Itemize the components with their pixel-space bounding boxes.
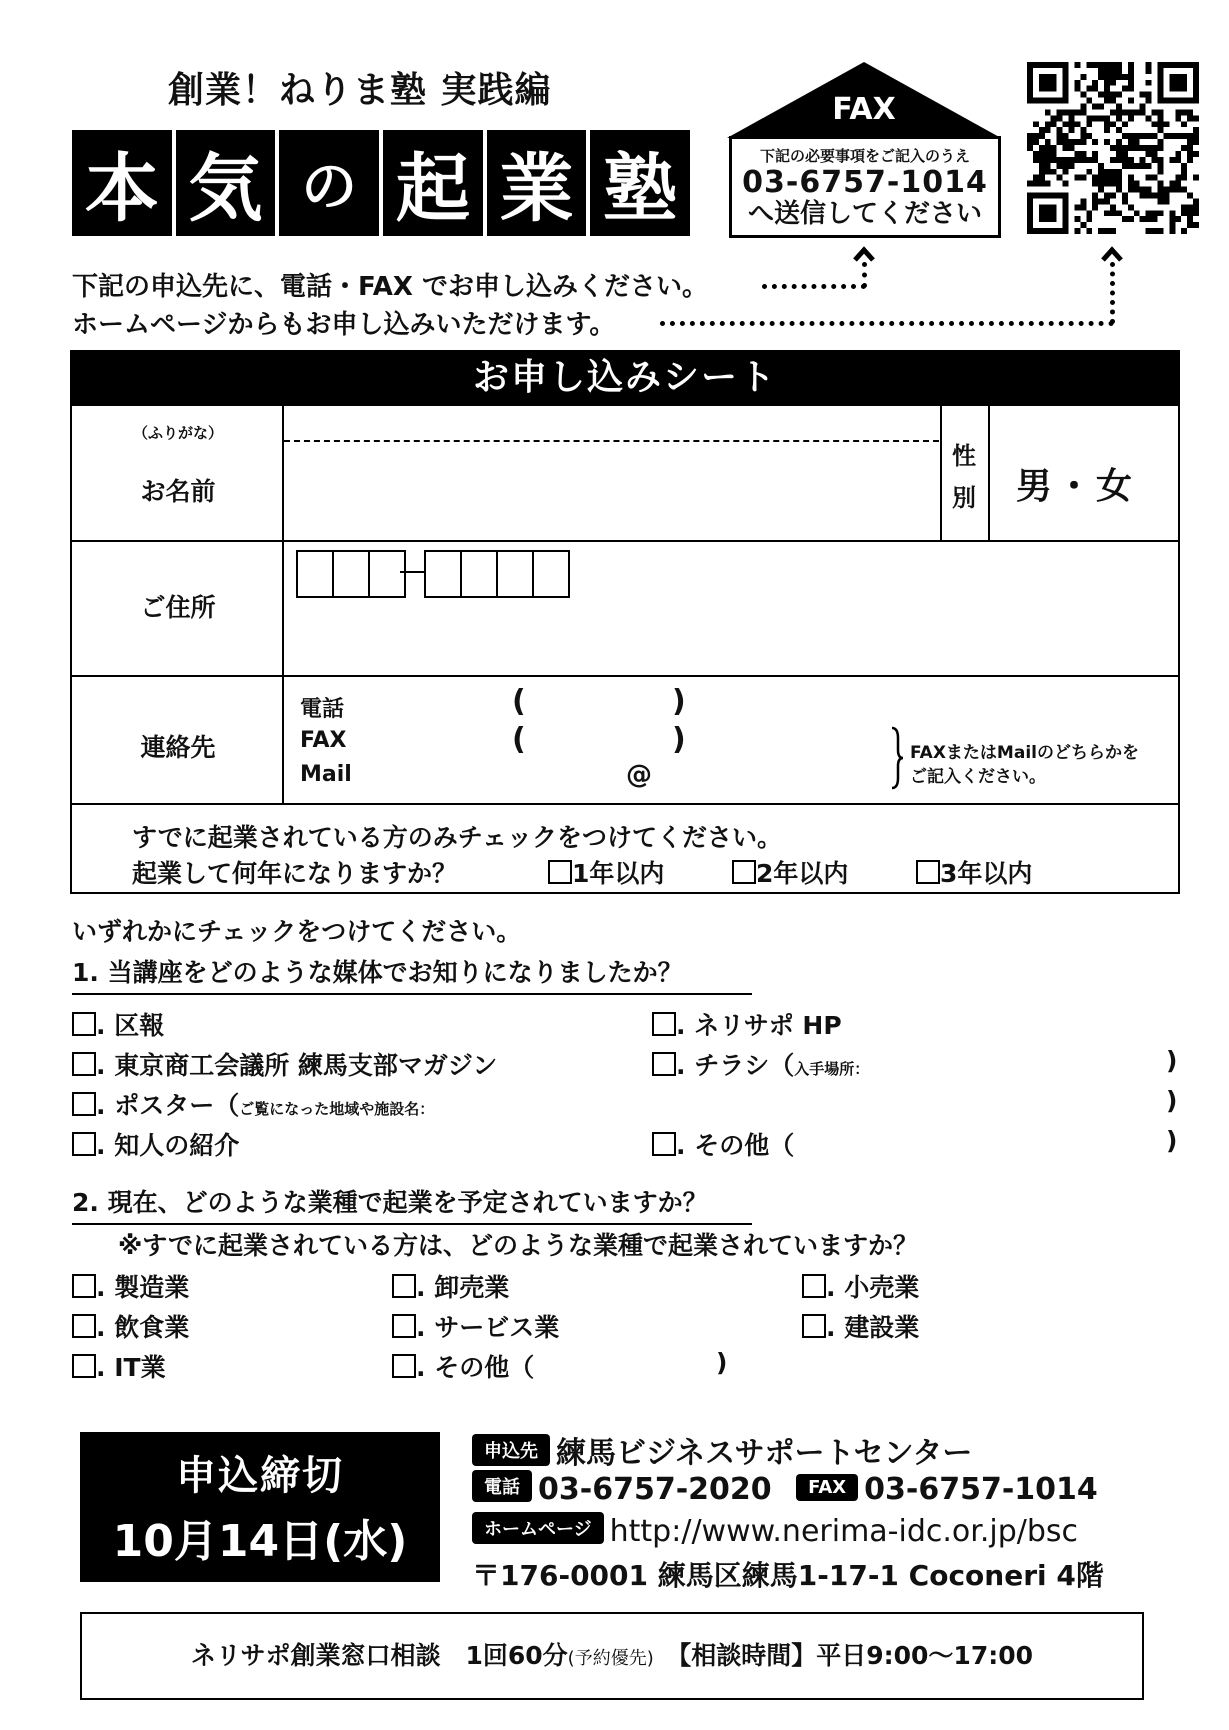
q1-option-poster[interactable]: . ポスター（ご覧になった地域や施設名： [72,1086,434,1122]
q2-option-manufacturing[interactable]: . 製造業 [72,1268,189,1304]
checkbox-icon[interactable] [732,860,756,884]
title-char: の [279,130,383,236]
title-char: 起 [383,130,487,236]
checkbox-icon[interactable] [72,1354,96,1378]
contact-org-row [472,1428,972,1472]
q2-option-wholesale[interactable]: . 卸売業 [392,1268,509,1304]
q2-other-close: ) [716,1348,728,1377]
fax-paren-close: ) [672,722,686,757]
checkbox-icon[interactable] [72,1092,96,1116]
startup-question: 起業して何年になりますか？ [132,859,458,888]
fax-box-number: 03-6757-1014 [742,165,988,200]
title-char: 気 [176,130,280,236]
sheet-title: お申し込みシート [70,350,1180,406]
question-1-title: 1. 当講座をどのような媒体でお知りになりましたか？ [72,953,752,995]
phone-paren-close: ) [672,684,686,719]
question-instruction: いずれかにチェックをつけてください。 [72,917,522,946]
postal-code-input[interactable] [298,550,406,598]
contact-url[interactable]: http://www.nerima-idc.or.jp/bsc [609,1514,1079,1549]
consultation-hours: 【相談時間】平日9:00〜17:00 [678,1641,1033,1670]
mail-label: Mail [300,762,352,787]
apply-tag: 申込先 [472,1434,550,1466]
q2-option-service[interactable]: . サービス業 [392,1308,559,1344]
checkbox-icon[interactable] [652,1052,676,1076]
fax-tag: FAX [796,1474,858,1501]
furigana-label: （ふりがな） [132,424,223,442]
brace-icon [888,726,904,790]
contact-fax[interactable]: 03-6757-1014 [864,1472,1098,1507]
checkbox-icon[interactable] [392,1354,416,1378]
address-label: ご住所 [140,593,216,622]
q1-flyer-close: ) [1166,1046,1178,1075]
title-char: 業 [487,130,591,236]
q1-option-referral[interactable]: . 知人の紹介 [72,1126,239,1162]
fax-box-note: 下記の必要事項をご記入のうえ [759,147,970,165]
course-subtitle: 創業！ねりま塾 実践編 [168,70,552,111]
checkbox-icon[interactable] [72,1052,96,1076]
phone-label: 電話 [300,697,345,722]
gender-options[interactable]: 男・女 [1016,466,1137,507]
q2-option-it[interactable]: . IT業 [72,1348,166,1384]
arrow-up-icon [1100,242,1124,264]
phone-paren-open: ( [512,684,526,719]
fax-label: FAX [300,728,347,753]
question-2-note: ※すでに起業されている方は、どのような業種で起業されていますか？ [118,1231,919,1260]
checkbox-icon[interactable] [802,1314,826,1338]
checkbox-icon[interactable] [72,1132,96,1156]
gender-label: 別 [952,484,976,512]
homepage-tag: ホームページ [472,1512,604,1544]
years-option-1[interactable]: 1年以内 [548,854,664,890]
q2-option-construction[interactable]: . 建設業 [802,1308,919,1344]
checkbox-icon[interactable] [652,1132,676,1156]
fax-box [727,62,1001,237]
contact-phone-row [472,1470,1098,1507]
q1-option-ward[interactable]: . 区報 [72,1006,164,1042]
q1-option-other[interactable]: . その他（ [652,1126,794,1162]
deadline-date: 10月14日(水) [112,1516,408,1567]
checkbox-icon[interactable] [548,860,572,884]
fax-box-body [729,136,1001,238]
consultation-box [80,1612,1144,1700]
contact-note: FAXまたはMailのどちらかを [910,743,1139,763]
contact-address: 〒176-0001 練馬区練馬1-17-1 Coconeri 4階 [472,1559,1104,1592]
main-title [72,130,690,236]
q2-option-other[interactable]: . その他（ [392,1348,534,1384]
address-input[interactable] [284,600,1174,672]
years-option-3[interactable]: 3年以内 [916,854,1032,890]
contact-input[interactable] [360,688,920,798]
name-label: お名前 [140,477,216,506]
contact-note: ご記入ください。 [910,767,1046,787]
contact-phone[interactable]: 03-6757-2020 [538,1472,772,1507]
checkbox-icon[interactable] [392,1274,416,1298]
q1-other-close: ) [1166,1126,1178,1155]
checkbox-icon[interactable] [652,1012,676,1036]
intro-line-2: ホームページからもお申し込みいただけます。 [72,310,616,340]
fax-box-send: へ送信してください [747,199,982,229]
consultation-text: ネリサポ創業窓口相談 1回60分 [190,1641,568,1670]
gender-label: 性 [952,442,976,470]
years-option-2[interactable]: 2年以内 [732,854,848,890]
fax-paren-open: ( [512,722,526,757]
qr-code-icon[interactable] [1027,62,1199,234]
checkbox-icon[interactable] [72,1012,96,1036]
question-2-title: 2. 現在、どのような業種で起業を予定されていますか？ [72,1183,752,1225]
startup-note: すでに起業されている方のみチェックをつけてください。 [132,823,783,852]
phone-tag: 電話 [472,1470,532,1502]
contact-org: 練馬ビジネスサポートセンター [556,1436,973,1471]
q2-option-retail[interactable]: . 小売業 [802,1268,919,1304]
checkbox-icon[interactable] [72,1274,96,1298]
fax-box-label: FAX [832,92,896,127]
q2-option-food[interactable]: . 飲食業 [72,1308,189,1344]
deadline-box [80,1432,440,1582]
q1-option-nerisapo[interactable]: . ネリサポ HP [652,1006,842,1042]
q1-option-flyer[interactable]: . チラシ（入手場所： [652,1046,869,1082]
checkbox-icon[interactable] [802,1274,826,1298]
intro-line-1: 下記の申込先に、電話・FAX でお申し込みください。 [72,272,708,302]
checkbox-icon[interactable] [392,1314,416,1338]
contact-hp-row [472,1512,1078,1549]
q1-poster-close: ) [1166,1086,1178,1115]
postal-code-input[interactable] [426,550,570,598]
contact-label: 連絡先 [140,733,216,762]
checkbox-icon[interactable] [916,860,940,884]
mail-at-sign: @ [626,760,652,790]
q1-option-chamber[interactable]: . 東京商工会議所 練馬支部マガジン [72,1046,497,1082]
deadline-title: 申込締切 [176,1453,344,1499]
consultation-reservation: (予約優先) [567,1648,654,1669]
name-input[interactable] [284,408,939,538]
title-char: 本 [72,130,176,236]
arrow-up-icon [852,242,876,264]
title-char: 塾 [603,146,678,232]
checkbox-icon[interactable] [72,1314,96,1338]
